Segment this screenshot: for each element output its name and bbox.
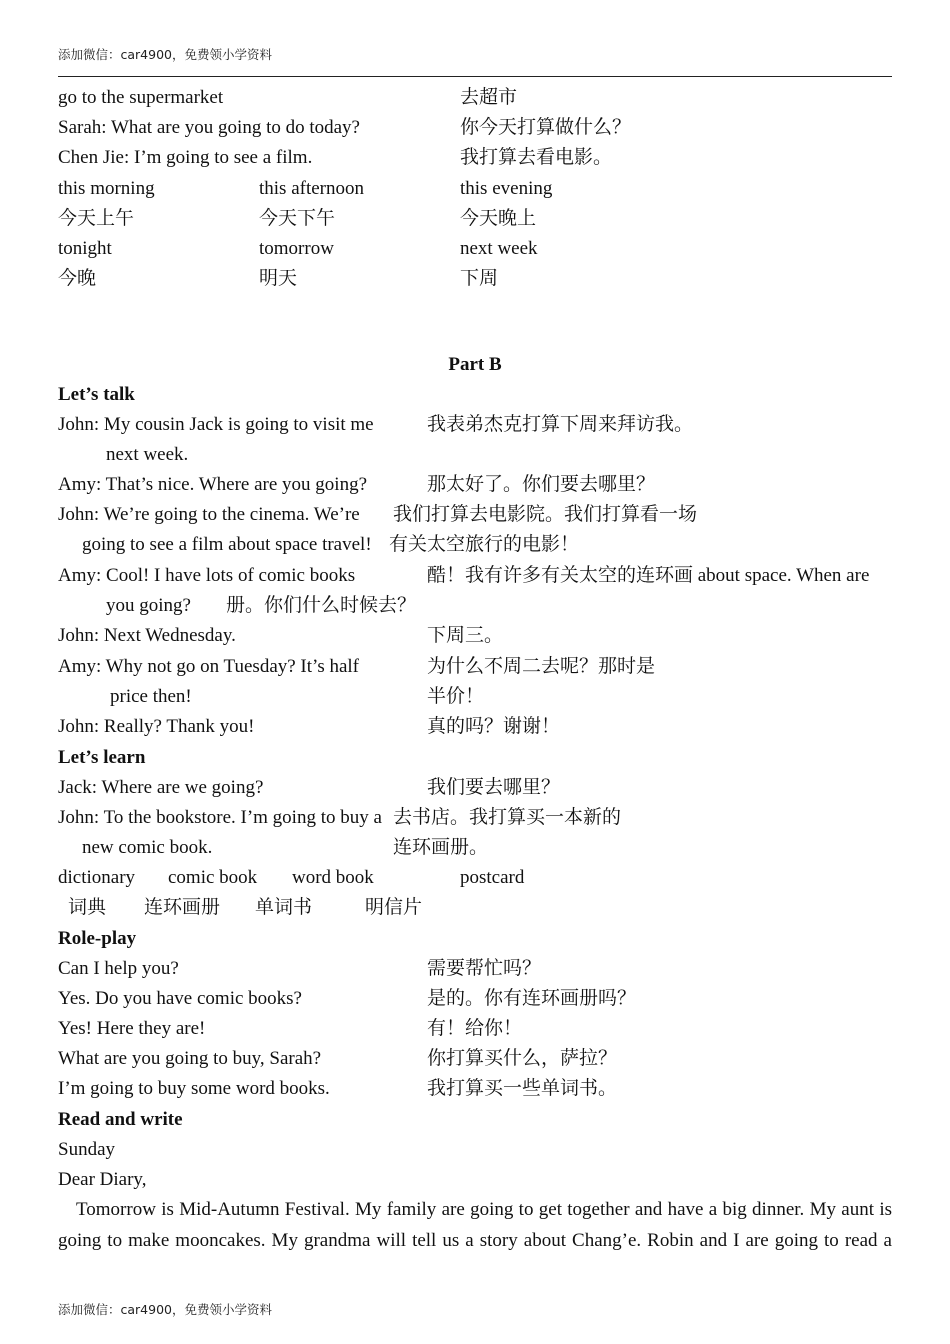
dialog-cn: 册。你们什么时候去？ xyxy=(226,595,417,616)
diary-paragraph-line: Tomorrow is Mid-Autumn Festival. My family are going to get together and have a big dinner. My aunt is xyxy=(76,1199,892,1220)
lets-talk-heading: Let’s talk xyxy=(58,384,135,405)
time-word-cn: 今天晚上 xyxy=(460,208,537,229)
time-word-cn: 今晚 xyxy=(58,268,97,289)
time-word: this evening xyxy=(460,178,553,199)
page-footer: 添加微信：car4900，免费领小学资料 xyxy=(58,1302,272,1317)
dialog-cn: 你打算买什么，萨拉？ xyxy=(427,1048,618,1069)
dialog-en: Amy: Why not go on Tuesday? It’s half xyxy=(58,656,360,677)
section-title: Part B xyxy=(448,354,502,375)
dialog-cn: 真的吗？谢谢！ xyxy=(427,716,561,737)
dialog-cn: 是的。你有连环画册吗？ xyxy=(427,988,637,1009)
vocab-en: go to the supermarket xyxy=(58,87,224,108)
word-item-cn: 连环画册 xyxy=(144,897,221,918)
dialog-cn: 你今天打算做什么？ xyxy=(460,117,632,138)
dialog-en: I’m going to buy some word books. xyxy=(58,1078,330,1099)
dialog-en: new comic book. xyxy=(82,837,213,858)
dialog-en: Chen Jie: I’m going to see a film. xyxy=(58,147,313,168)
role-play-heading: Role-play xyxy=(58,928,137,949)
time-word: this afternoon xyxy=(259,178,365,199)
dialog-cn: 下周三。 xyxy=(427,625,504,646)
word-item: word book xyxy=(292,867,374,888)
dialog-cn: 半价！ xyxy=(427,686,485,707)
header-rule xyxy=(58,76,892,77)
word-item: comic book xyxy=(168,867,258,888)
dialog-en: Jack: Where are we going? xyxy=(58,777,264,798)
word-item-cn: 明信片 xyxy=(365,897,423,918)
word-item: postcard xyxy=(460,867,525,888)
dialog-cn: 有！给你！ xyxy=(427,1018,523,1039)
read-write-heading: Read and write xyxy=(58,1109,183,1130)
dialog-cn: 连环画册。 xyxy=(393,837,489,858)
dialog-en: John: Really? Thank you! xyxy=(58,716,255,737)
dialog-cn: 有关太空旅行的电影！ xyxy=(389,534,580,555)
time-word: next week xyxy=(460,238,538,259)
time-word-cn: 今天下午 xyxy=(259,208,336,229)
diary-paragraph-line: going to make mooncakes. My grandma will tell us a story about Chang’e. Robin and I are going to read a xyxy=(58,1230,892,1251)
time-word-cn: 今天上午 xyxy=(58,208,135,229)
diary-day: Sunday xyxy=(58,1139,115,1160)
page-header: 添加微信：car4900，免费领小学资料 xyxy=(58,47,272,62)
dialog-cn: 我打算买一些单词书。 xyxy=(427,1078,618,1099)
word-item-cn: 词典 xyxy=(68,897,107,918)
dialog-cn: 酷！我有许多有关太空的连环画 about space. When are xyxy=(427,565,870,586)
lets-learn-heading: Let’s learn xyxy=(58,747,146,768)
dialog-en: Sarah: What are you going to do today? xyxy=(58,117,360,138)
dialog-en: going to see a film about space travel! xyxy=(82,534,372,555)
dialog-cn: 那太好了。你们要去哪里？ xyxy=(427,474,656,495)
dialog-en: John: We’re going to the cinema. We’re xyxy=(58,504,360,525)
dialog-cn: 我们要去哪里？ xyxy=(427,777,561,798)
dialog-cn: 我打算去看电影。 xyxy=(460,147,613,168)
dialog-en: Yes. Do you have comic books? xyxy=(58,988,302,1009)
time-word-cn: 明天 xyxy=(259,268,298,289)
dialog-en: next week. xyxy=(106,444,189,465)
dialog-en: Amy: That’s nice. Where are you going? xyxy=(58,474,368,495)
dialog-cn: 需要帮忙吗？ xyxy=(427,958,542,979)
dialog-en: What are you going to buy, Sarah? xyxy=(58,1048,322,1069)
dialog-cn: 我们打算去电影院。我们打算看一场 xyxy=(393,504,698,525)
dialog-en: John: Next Wednesday. xyxy=(58,625,236,646)
word-item: dictionary xyxy=(58,867,136,888)
time-word: this morning xyxy=(58,178,155,199)
dialog-en: John: My cousin Jack is going to visit me xyxy=(58,414,374,435)
dialog-en: Amy: Cool! I have lots of comic books xyxy=(58,565,356,586)
dialog-en: price then! xyxy=(110,686,192,707)
dialog-en: Yes! Here they are! xyxy=(58,1018,206,1039)
dialog-en: you going? xyxy=(106,595,191,616)
vocab-cn: 去超市 xyxy=(460,87,518,108)
dialog-cn: 我表弟杰克打算下周来拜访我。 xyxy=(427,414,694,435)
dialog-en: Can I help you? xyxy=(58,958,179,979)
word-item-cn: 单词书 xyxy=(255,897,313,918)
dialog-cn: 去书店。我打算买一本新的 xyxy=(393,807,622,828)
diary-greeting: Dear Diary, xyxy=(58,1169,147,1190)
time-word: tonight xyxy=(58,238,112,259)
dialog-en: John: To the bookstore. I’m going to buy a xyxy=(58,807,382,828)
time-word: tomorrow xyxy=(259,238,334,259)
time-word-cn: 下周 xyxy=(460,268,499,289)
dialog-cn: 为什么不周二去呢？那时是 xyxy=(427,656,656,677)
